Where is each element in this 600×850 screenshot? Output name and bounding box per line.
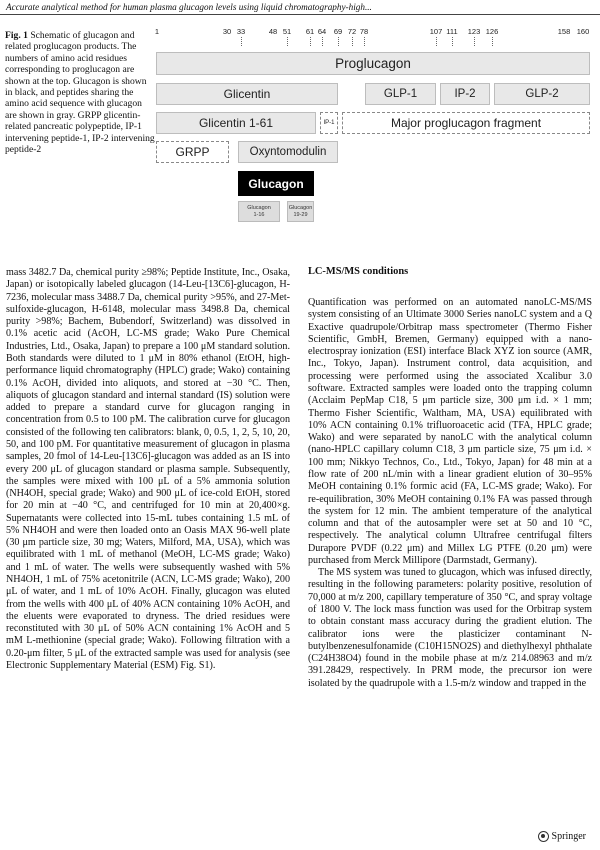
springer-logo-icon [538, 831, 549, 842]
position-tick [474, 37, 475, 46]
glp2-box: GLP-2 [494, 83, 590, 105]
position-tick [310, 37, 311, 46]
proglucagon-box: Proglucagon [156, 52, 590, 75]
right-paragraph-2: The MS system was tuned to glucagon, which was infused directly, resulting in the following parameters: polarity positive, resolution of 70,000 at m/z 200, capillary temperature of 350 °C, and spray voltage of 1800 V. The lock mass function was used for the Orbitrap system to obtain constant mass accuracy during the gradient elution. The calibrator ions were the plasticizer contaminant N-butylbenzenesulfonamide (C10H15NO2S) and diethylhexyl phthalate (C24H38O4) found in the mobile phase at m/z 214.08963 and m/z 391.28429, respectively. In PRM mode, the precursor ion were isolated by the quadrupole with a 1.5-m/z window and trapped in the [308, 567, 592, 689]
pos-label: 51 [282, 27, 292, 36]
grpp-box: GRPP [156, 141, 229, 163]
pos-label: 123 [467, 27, 481, 36]
position-tick [352, 37, 353, 46]
right-column [308, 297, 592, 690]
position-tick [452, 37, 453, 46]
position-tick [322, 37, 323, 46]
position-tick [492, 37, 493, 46]
pos-label: 64 [317, 27, 327, 36]
major-fragment-box: Major proglucagon fragment [342, 112, 590, 134]
oxyntomodulin-box: Oxyntomodulin [238, 141, 338, 163]
ip1-box: IP-1 [320, 112, 338, 134]
pos-label: 111 [446, 27, 458, 36]
running-header: Accurate analytical method for human plasma glucagon levels using liquid chromatography-high... [6, 2, 372, 12]
publisher-name: Springer [551, 831, 586, 842]
position-tick [436, 37, 437, 46]
left-paragraph: mass 3482.7 Da, chemical purity ≥98%; Peptide Institute, Inc., Osaka, Japan) or isotopically labeled glucagon (14-Leu-[13C6]-glucagon, H-7236, molecular mass 3488.7 Da, chemical purity >95%, and 27-Met-sulfoxide-glucagon, H-6148, molecular mass 3498.8 Da, chemical purity >98%; Bachem, Bubendorf, Switzerland) was dissolved in 0.1% acetic acid (AcOH, LC-MS grade; Wako Pure Chemical Industries, Ltd., Osaka, Japan) to prepare a 100 μM standard solution. Both standards were diluted to 1 μM in 80% ethanol (EtOH, high-performance liquid chromatography (HPLC) grade; Wako) containing 0.1% AcOH, divided into aliquots, and stored at −30 °C. Then, aliquots of glucagon standard and internal standard (IS) solution were added to prepare a standard curve for glucagon ranging in concentration from 0.5 to 100 pM. The calibration curve for glucagon consisted of the following ten calibrators: blank, 0, 0.5, 1, 2, 5, 10, 20, 50, and 100 pM. For quantitative measurement of glucagon in plasma samples, 20 fmol of 14-Leu-[13C6]-glucagon was added as an IS into every 200 μL of glucagon standard or plasma sample. Subsequently, the samples were mixed with 100 μL of a 5% ammonia solution (NH4OH, special grade; Wako) and 900 μL of ice-cold EtOH, stored for 20 min at −40 °C, and centrifuged for 10 min at 20,400×g. Supernatants were collected into 15-mL tubes containing 1.5 mL of 5% NH4OH and were then loaded onto an Oasis MAX 96-well plate (30 μm particle size, 30 mg; Waters, Milford, MA, USA), which was equilibrated with 1 mL of methanol (MeOH, LC-MS grade; Wako) and 1 mL of water. The wells were subsequently washed with 5% NH4OH, 1 mL of 75% acetonitrile (ACN, LC-MS grade; Wako), 200 μL of water, and 1 mL of 10% AcOH. Finally, glucagon was eluted from the wells with 400 μL of 40% ACN containing 10% AcOH, and the eluents were evaporated to dryness. The dried residues were reconstituted with 30 μL of 50% ACN containing 1% AcOH and 5 mM L-methionine (special grade; Wako). Following filtration with a 0.20-μm filter, 5 μL of the extracted sample was used for analysis (see Electronic Supplementary Material (ESM) Fig. S1). [6, 267, 290, 671]
position-tick [364, 37, 365, 46]
pos-label: 30 [222, 27, 232, 36]
caption-text: Schematic of glucagon and related proglucagon products. The numbers of amino acid residues corresponding to proglucagon are shown at the top. Glucagon is shown in black, and peptides sharing the amino acid sequence with glucagon are shown in gray. GRPP glicentin-related pancreatic polypeptide, IP-1 intervening peptide-1, IP-2 intervening peptide-2 [5, 30, 155, 156]
glucagon-box: Glucagon [238, 171, 314, 196]
pos-label: 78 [359, 27, 369, 36]
pos-label: 1 [154, 27, 160, 36]
pos-label: 126 [485, 27, 499, 36]
pos-label: 158 [557, 27, 571, 36]
glucagon-19-29-box: Glucagon 19-29 [287, 201, 314, 222]
glucagon-1-16-box: Glucagon 1-16 [238, 201, 280, 222]
pos-label: 107 [429, 27, 443, 36]
position-tick [241, 37, 242, 46]
ip2-box: IP-2 [440, 83, 490, 105]
pos-label: 33 [236, 27, 246, 36]
proglucagon-figure [0, 0, 600, 230]
pos-label: 160 [576, 27, 590, 36]
pos-label: 72 [347, 27, 357, 36]
section-title: LC-MS/MS conditions [308, 266, 409, 277]
glp1-box: GLP-1 [365, 83, 436, 105]
publisher-footer [538, 831, 586, 842]
pos-label: 69 [333, 27, 343, 36]
right-paragraph-1: Quantification was performed on an automated nanoLC-MS/MS system consisting of an Ultimate 3000 Series nanoLC system and a Q Exactive quadrupole/Orbitrap mass spectrometer (Thermo Fisher Scientific, GmbH, Bremen, Germany) equipped with a nano-electrospray ionization (ESI) interface Black XYZ ion source (AMR, Inc., Tokyo, Japan). Instrument control, data acquisition, and processing were performed using the associated Xcalibur 3.0 software. Extracted samples were loaded onto the trapping column (Acclaim PepMap C18, 5 μm particle size, 300 μm i.d. × 1 mm; Thermo Fisher Scientific, Waltham, MA, USA) equilibrated with 10% ACN containing 0.1% trifluoroacetic acid (TFA, HPLC grade; Wako) and were separated by nanoLC with the analytical column (nano-HPLC capillary column C18, 3 μm particle size, 75 μm i.d. × 100 mm; Nikkyo Technos, Co., Ltd., Tokyo, Japan) for 48 min at a flow rate of 200 nL/min with a linear gradient elution of 30–95% MeOH containing 0.1% formic acid (FA, LC-MS grade; Wako). For re-equilibration, 30% MeOH containing 0.1% FA was passed through the system for 12 min. The ambient temperature of the analytical column and that of the autosampler were set at 50 and 10 °C, respectively. The analytical column Ultrafree centrifugal filters Durapore PVDF (0.22 μm) and Millex LG PTFE (0.20 μm) were purchased from Merck Millipore (Darmstadt, Germany). [308, 297, 592, 566]
position-tick [287, 37, 288, 46]
glicentin-1-61-box: Glicentin 1-61 [156, 112, 316, 134]
position-tick [338, 37, 339, 46]
left-column [6, 267, 290, 672]
pos-label: 61 [305, 27, 315, 36]
glicentin-box: Glicentin [156, 83, 338, 105]
pos-label: 48 [268, 27, 278, 36]
caption-label: Fig. 1 [5, 30, 28, 41]
